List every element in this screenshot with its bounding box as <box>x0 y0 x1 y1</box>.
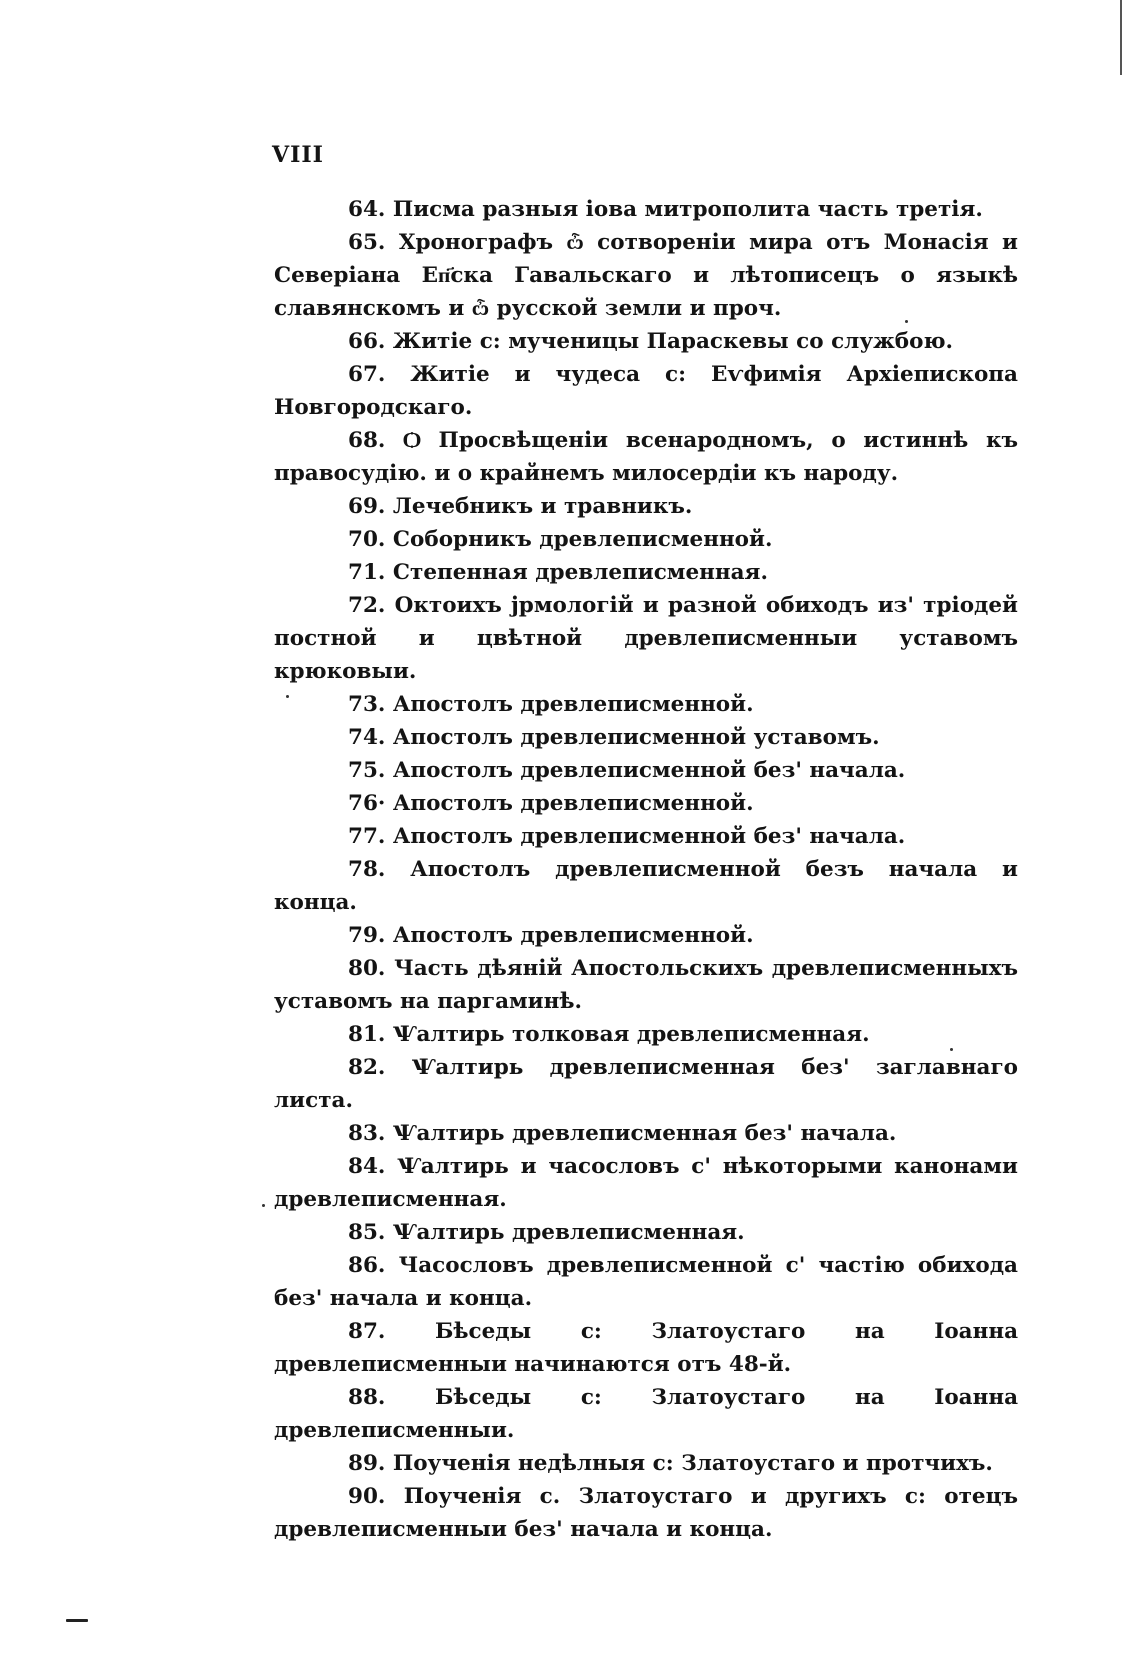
scan-speck <box>286 695 289 698</box>
catalog-entry <box>274 721 1018 754</box>
entry-text: Поученія с. Златоустаго и другихъ с: отецъ древлеписменныи без' начала и конца. <box>274 1484 1018 1542</box>
catalog-entry <box>274 523 1018 556</box>
catalog-entry <box>274 820 1018 853</box>
entry-number: 87. <box>348 1319 386 1344</box>
entry-text: Апостолъ древлеписменной. <box>392 692 754 717</box>
catalog-entry <box>274 193 1018 226</box>
entry-text: Апостолъ древлеписменной без' начала. <box>392 758 906 783</box>
entry-number: 69. <box>348 494 386 519</box>
catalog-entry <box>274 226 1018 325</box>
catalog-entry <box>274 688 1018 721</box>
entry-number: 75. <box>348 758 386 783</box>
entry-text: Ѱалтирь толковая древлеписменная. <box>392 1022 870 1047</box>
entry-text: Апостолъ древлеписменной безъ начала и конца. <box>274 857 1018 915</box>
scan-mark <box>66 1619 88 1622</box>
entry-text: Поученія недѣлныя с: Златоустаго и протчихъ. <box>392 1451 993 1476</box>
catalog-entry <box>274 589 1018 688</box>
entry-text: Апостолъ древлеписменной уставомъ. <box>392 725 880 750</box>
entry-text: Ѱалтирь и часословъ с' нѣкоторыми канонами древлеписменная. <box>274 1154 1018 1212</box>
catalog-entry <box>274 1018 1018 1051</box>
entry-number: 74. <box>348 725 386 750</box>
catalog-entry <box>274 952 1018 1018</box>
entry-text: Часть дѣяній Апостольскихъ древлеписменныхъ уставомъ на паргаминѣ. <box>274 956 1018 1014</box>
entry-number: 67. <box>348 362 386 387</box>
entry-number: 78. <box>348 857 386 882</box>
catalog-entry <box>274 1381 1018 1447</box>
entry-number: 82. <box>348 1055 386 1080</box>
catalog-entry <box>274 919 1018 952</box>
catalog-entry <box>274 1480 1018 1546</box>
catalog-entry <box>274 1117 1018 1150</box>
catalog-entry <box>274 1447 1018 1480</box>
catalog-entry <box>274 787 1018 820</box>
entry-text: Апостолъ древлеписменной. <box>392 923 754 948</box>
entry-number: 72. <box>348 593 386 618</box>
entry-number: 76· <box>348 791 386 816</box>
catalog-entry <box>274 754 1018 787</box>
catalog-entry <box>274 325 1018 358</box>
entry-number: 71. <box>348 560 386 585</box>
entry-number: 84. <box>348 1154 386 1179</box>
entry-text: Соборникъ древлеписменной. <box>392 527 773 552</box>
entry-number: 64. <box>348 197 386 222</box>
scan-speck <box>262 1204 265 1207</box>
scan-speck <box>950 1048 953 1051</box>
catalog-entry <box>274 424 1018 490</box>
entry-number: 90. <box>348 1484 386 1509</box>
entry-text: Ѱалтирь древлеписменная без' заглавнаго листа. <box>274 1055 1018 1113</box>
catalog-entry <box>274 853 1018 919</box>
catalog-entry-list <box>274 193 1018 1546</box>
entry-text: Степенная древлеписменная. <box>392 560 768 585</box>
catalog-entry <box>274 1150 1018 1216</box>
entry-number: 73. <box>348 692 386 717</box>
entry-number: 70. <box>348 527 386 552</box>
entry-number: 80. <box>348 956 386 981</box>
entry-number: 86. <box>348 1253 386 1278</box>
entry-text: Бѣседы с: Златоустаго на Іоанна древлеписменныи начинаются отъ 48-й. <box>274 1319 1018 1377</box>
entry-text: Ѻ Просвѣщеніи всенародномъ, о истиннѣ къ правосудію. и о крайнемъ милосердіи къ народу. <box>274 428 1018 486</box>
catalog-entry <box>274 1216 1018 1249</box>
entry-number: 88. <box>348 1385 386 1410</box>
catalog-entry <box>274 1315 1018 1381</box>
catalog-entry <box>274 358 1018 424</box>
catalog-entry <box>274 1249 1018 1315</box>
catalog-entry <box>274 490 1018 523</box>
entry-number: 66. <box>348 329 386 354</box>
entry-number: 79. <box>348 923 386 948</box>
entry-number: 83. <box>348 1121 386 1146</box>
entry-number: 65. <box>348 230 386 255</box>
scan-edge-line <box>1120 0 1122 75</box>
entry-text: Октоихъ јрмологій и разной обиходъ из' тріодей постной и цвѣтной древлеписменныи уставомъ крюковыи. <box>274 593 1018 684</box>
entry-text: Апостолъ древлеписменной. <box>392 791 754 816</box>
scan-speck <box>905 320 908 323</box>
entry-text: Апостолъ древлеписменной без' начала. <box>392 824 906 849</box>
entry-number: 85. <box>348 1220 386 1245</box>
entry-text: Часословъ древлеписменной с' частію обихода без' начала и конца. <box>274 1253 1018 1311</box>
entry-text: Ѱалтирь древлеписменная без' начала. <box>392 1121 897 1146</box>
catalog-entry <box>274 1051 1018 1117</box>
entry-number: 77. <box>348 824 386 849</box>
entry-text: Лечебникъ и травникъ. <box>392 494 693 519</box>
entry-number: 81. <box>348 1022 386 1047</box>
entry-number: 68. <box>348 428 386 453</box>
entry-text: Житіе с: мученицы Параскевы со службою. <box>392 329 954 354</box>
entry-text: Ѱалтирь древлеписменная. <box>392 1220 745 1245</box>
entry-text: Писма разныя іова митрополита часть третія. <box>392 197 983 222</box>
entry-number: 89. <box>348 1451 386 1476</box>
page-number: VIII <box>272 142 324 168</box>
entry-text: Хронографъ ѽ сотвореніи мира отъ Монасія и Северіана Еп҃скa Гавальскаго и лѣтописецъ о языкѣ славянскомъ и ѽ русской земли и проч. <box>274 230 1018 321</box>
catalog-entry <box>274 556 1018 589</box>
entry-text: Бѣседы с: Златоустаго на Іоанна древлеписменныи. <box>274 1385 1018 1443</box>
entry-text: Житіе и чудеса с: Еѵфимія Архіепископа Новгородскаго. <box>274 362 1018 420</box>
